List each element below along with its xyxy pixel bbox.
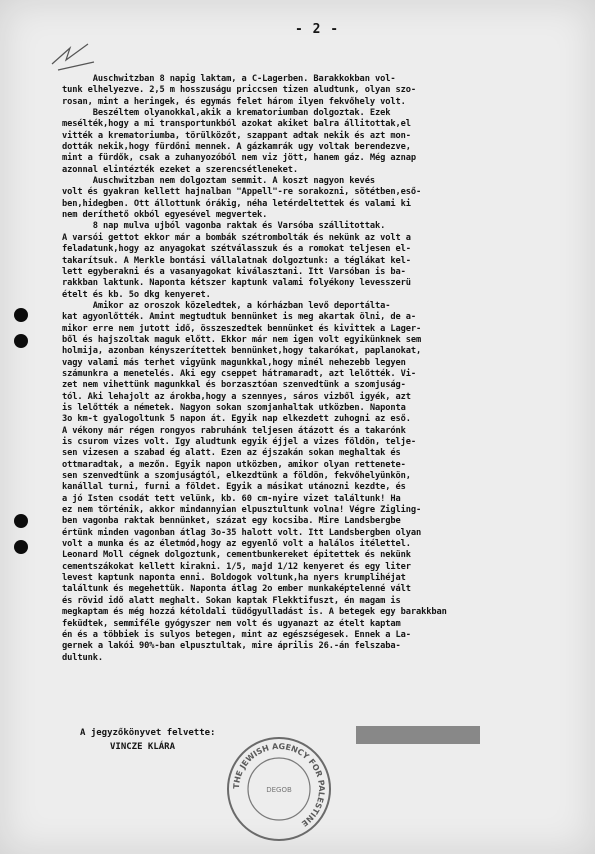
- text-line: tunk elhelyezve. 2,5 m hosszuságu priccsen tizen aludtunk, olyan szo-: [62, 85, 416, 96]
- svg-text:THE JEWISH AGENCY FOR PALESTIN: [232, 742, 326, 828]
- punch-hole-bottom: [14, 540, 28, 554]
- agency-stamp: [226, 736, 332, 842]
- pen-scribble-mark: [48, 34, 108, 74]
- text-line: 8 nap mulva ujból vagonba raktak és Varsóba szállitottak.: [62, 221, 386, 232]
- text-line: dották nekik,hogy fürdőni mennek. A gázkamrák ugy voltak berendezve,: [62, 142, 411, 153]
- text-line: levest kaptunk naponta enni. Boldogok voltunk,ha nyers krumplihéjat: [62, 573, 406, 584]
- text-line: is csurom vizes volt. Igy aludtunk egyik éjjel a vizes földön, telje-: [62, 437, 416, 447]
- punch-hole-mid: [14, 334, 28, 348]
- text-line: nem deríthető okból egyesével megvertek.: [62, 210, 268, 221]
- redacted-block: [356, 726, 480, 744]
- text-line: én és a többiek is sulyos betegen, mint az egészségesek. Ennek a La-: [62, 629, 411, 640]
- text-line: találtunk és megehettük. Naponta átlag 2o ember munkaképtelenné vált: [62, 584, 411, 595]
- text-line: azonnal elintézték ezeket a szerencsétleneket.: [62, 164, 298, 175]
- text-line: ből és hajszoltak maguk előtt. Ekkor már nem igen volt egyikünknek sem: [62, 334, 422, 345]
- text-line: volt és gyakran kellett hajnalban "Appell"-re sorakozni, sötétben,eső-: [62, 187, 422, 198]
- text-line: gernek a lakói 90%-ban elpusztultak, mire április 26.-án felszaba-: [62, 641, 401, 652]
- text-line: sen vizesen a szabad ég alatt. Ezen az éjszakán sokan meghaltak és: [62, 448, 401, 459]
- text-line: A varsói gettot ekkor már a bombák szétrombolták és nekünk az volt a: [62, 232, 411, 243]
- text-line: A vékony már régen rongyos rabruhánk teljesen átázott és a takarónk: [62, 425, 406, 436]
- text-line: mint a fürdők, csak a zuhanyozóból nem viz jött, hanem gáz. Még aznap: [62, 153, 416, 164]
- text-line: rakkban laktunk. Naponta kétszer kaptunk valami folyékony levesszerü: [62, 278, 411, 289]
- text-line: mikor erre nem jutott idő, összeszedtek bennünket és kivittek a Lager-: [62, 323, 422, 334]
- text-line: Amikor az oroszok közeledtek, a kórházban levő deportálta-: [62, 300, 391, 311]
- text-line: értünk minden vagonban átlag 3o-35 halott volt. Itt Landsbergben olyan: [62, 527, 422, 538]
- punch-hole-lower: [14, 514, 28, 528]
- text-line: feküdtek, semmiféle gyógyszer nem volt és ugyanazt az ételt kaptam: [62, 618, 401, 629]
- text-line: feladatunk,hogy az anyagokat szétválasszuk és a romokat teljesen el-: [62, 244, 411, 255]
- text-line: mesélték,hogy a mi transportunkból azokat akiket balra állitottak,el: [62, 119, 411, 130]
- text-line: vagy valami más terhet vigyünk magunkkal,hogy minél nehezebb legyen: [62, 357, 406, 368]
- text-line: ez nem történik, akkor mindannyian elpusztultunk volna! Végre Zigling-: [62, 505, 422, 516]
- recorder-name: VINCZE KLÁRA: [110, 742, 176, 752]
- text-line: 3o km-t gyalogoltunk 5 napon át. Egyik nap elkezdett zuhogni az eső.: [62, 414, 411, 425]
- recorded-by-label: A jegyzőkönyvet felvette:: [80, 728, 216, 738]
- stamp-ring-text: THE JEWISH AGENCY FOR PALESTINE: [231, 741, 327, 829]
- text-line: számunkra a menetelés. Aki egy cseppet hátramaradt, azt lelőtték. Vi-: [62, 368, 416, 379]
- text-line: holmija, azonban kényszerítettek bennünket,hogy takarókat, paplanokat,: [62, 346, 422, 357]
- text-line: ben vagonba raktak bennünket, százat egy kocsiba. Mire Landsbergbe: [62, 516, 401, 527]
- page-number: - 2 -: [295, 22, 340, 37]
- text-line: lett egyberakni és a vasanyagokat kiválasztani. Itt Varsóban is ba-: [62, 266, 406, 277]
- stamp-center-text: DEGOB: [266, 786, 292, 794]
- text-line: és rövid idő alatt meghalt. Sokan kaptak Flekktifuszt, én magam is: [62, 595, 401, 606]
- text-line: kat agyonlőtték. Amint megtudtuk bennünket is meg akartak ölni, de a-: [62, 312, 416, 323]
- text-line: cementszákokat kellett kirakni. 1/5, majd 1/12 kenyeret és egy liter: [62, 561, 411, 572]
- text-line: ben,hidegben. Ott állottunk órákig, néha letérdeltettek és valami ki: [62, 198, 411, 209]
- text-line: tól. Aki lehajolt az árokba,hogy a szennyes, sáros vizből igyék, azt: [62, 391, 411, 402]
- text-line: Beszéltem olyanokkal,akik a krematoriumban dolgoztak. Ezek: [62, 108, 391, 119]
- testimony-body-text: [62, 74, 584, 664]
- text-line: zet nem vihettünk magunkkal és borzasztóan szenvedtünk a szomjuság-: [62, 380, 406, 391]
- punch-hole-top: [14, 308, 28, 322]
- text-line: dultunk.: [62, 652, 104, 663]
- text-line: rosan, mint a heringek, és egymás felet három ilyen fekvőhely volt.: [62, 96, 406, 107]
- text-line: ételt és kb. 5o dkg kenyeret.: [62, 289, 211, 300]
- text-line: vitték a krematoriumba, törülközőt, szappant adtak nekik és azt mon-: [62, 130, 411, 141]
- text-line: a jó Isten csodát tett velünk, kb. 60 cm-nyire vizet találtunk! Ha: [62, 493, 401, 504]
- text-line: volt a munka és az életmód,hogy az egyenlő volt a halálos itélettel.: [62, 539, 411, 550]
- text-line: takarítsuk. A Merkle bontási vállalatnak dolgoztunk: a téglákat kel-: [62, 255, 411, 266]
- text-line: ottmaradtak, a mezőn. Egyik napon utközben, amikor olyan rettenete-: [62, 459, 406, 470]
- text-line: kanállal turni, furni a földet. Egyik a másikat utánozni kezdte, és: [62, 482, 406, 493]
- text-line: megkaptam és még hozzá kétoldali tüdőgyulladást is. A betegek egy barakkban: [62, 607, 447, 618]
- text-line: Leonard Moll cégnek dolgoztunk, cementbunkereket épitettek és nekünk: [62, 550, 411, 561]
- text-line: Auschwitzban nem dolgoztam semmit. A koszt nagyon kevés: [62, 176, 375, 187]
- text-line: is lelőtték a németek. Nagyon sokan szomjanhaltak utközben. Naponta: [62, 402, 406, 413]
- text-line: Auschwitzban 8 napig laktam, a C-Lagerben. Barakkokban vol-: [62, 74, 396, 84]
- text-line: sen szenvedtünk a szomjuságtól, elkezdtünk a földön, fekvőhelyünkön,: [62, 471, 411, 482]
